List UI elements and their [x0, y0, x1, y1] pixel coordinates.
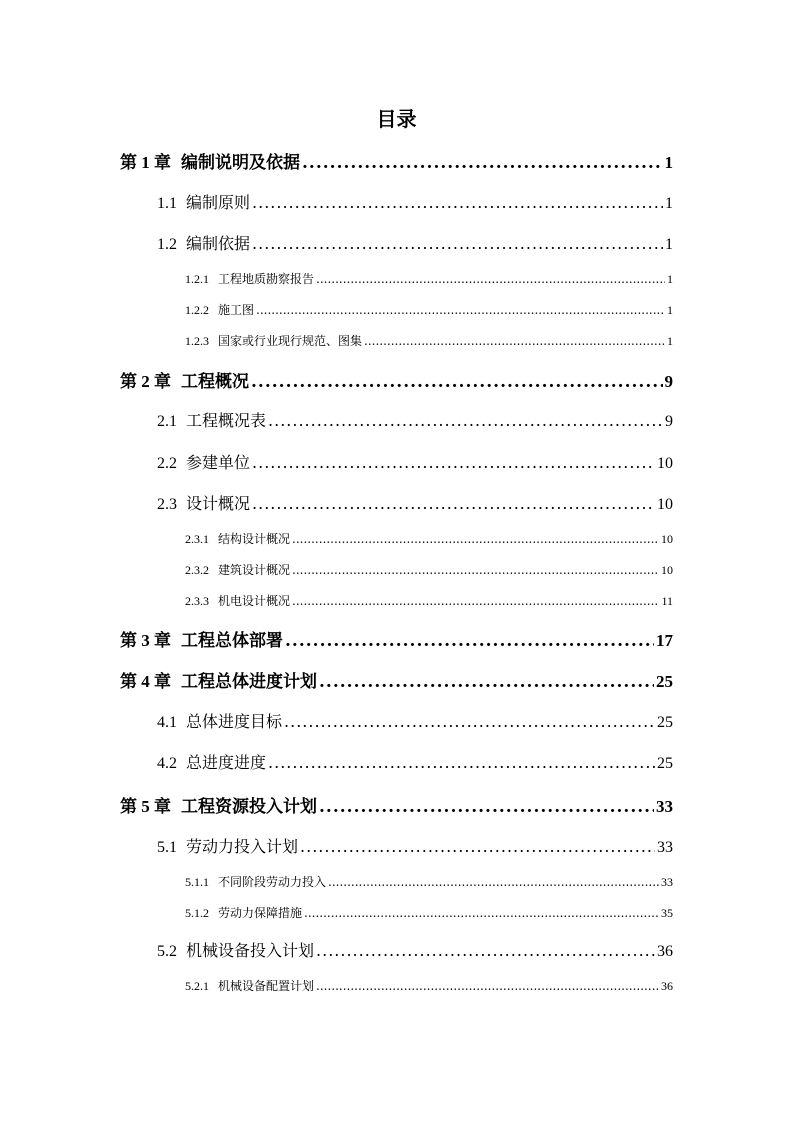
toc-entry-label: 机械设备投入计划 — [186, 941, 315, 960]
toc-entry-label: 工程总体进度计划 — [181, 672, 317, 692]
toc-entry-label: 参建单位 — [186, 453, 251, 472]
toc-entry-label: 不同阶段劳动力投入 — [218, 875, 327, 889]
toc-entry-page: 10 — [661, 563, 673, 577]
toc-entry-label: 劳动力保障措施 — [218, 906, 303, 920]
toc-entry-number: 1.1 — [157, 195, 177, 212]
toc-dot-leader — [252, 453, 655, 472]
toc-entry-page: 36 — [661, 979, 673, 993]
toc-dot-leader — [284, 712, 655, 731]
toc-entry-number: 5.2 — [157, 943, 177, 960]
toc-entry-label: 劳动力投入计划 — [186, 837, 299, 856]
toc-dot-leader — [319, 797, 654, 817]
toc-entry-label: 工程总体部署 — [181, 631, 283, 651]
toc-dot-leader — [292, 563, 659, 577]
toc-entry[interactable] — [185, 332, 673, 349]
toc-entry-number: 2.1 — [157, 413, 177, 430]
toc-entry[interactable] — [157, 938, 673, 961]
toc-entry[interactable] — [157, 450, 673, 473]
toc-entry-number: 5.1.2 — [185, 906, 209, 920]
toc-entry-page: 25 — [656, 672, 673, 691]
toc-entry-number: 2.2 — [157, 455, 177, 472]
toc-entry-label: 编制说明及依据 — [181, 153, 300, 173]
toc-entry-page: 17 — [656, 631, 673, 650]
toc-entry-label: 编制依据 — [186, 234, 251, 253]
toc-entry-page: 36 — [657, 943, 673, 960]
toc-entry-page: 33 — [657, 839, 673, 856]
toc-dot-leader — [268, 753, 655, 772]
toc-entry-number: 第 5 章 — [120, 797, 171, 816]
toc-entry-label: 工程地质勘察报告 — [218, 272, 315, 286]
toc-entry-page: 25 — [657, 755, 673, 772]
toc-dot-leader — [252, 193, 663, 212]
toc-entry-number: 第 2 章 — [120, 372, 171, 391]
toc-entry-label: 机械设备配置计划 — [218, 979, 315, 993]
toc-dot-leader — [364, 334, 665, 348]
toc-entry-page: 9 — [664, 372, 673, 391]
toc-entry[interactable] — [157, 709, 673, 732]
toc-entry-label: 总进度进度 — [186, 753, 267, 772]
toc-entry-number: 4.1 — [157, 714, 177, 731]
toc-dot-leader — [252, 494, 655, 513]
toc-entry[interactable] — [157, 190, 673, 213]
toc-dot-leader — [292, 532, 659, 546]
toc-entry[interactable] — [157, 750, 673, 773]
toc-entry-number: 2.3 — [157, 496, 177, 513]
toc-dot-leader — [304, 906, 659, 920]
toc-entry-number: 第 1 章 — [120, 153, 171, 172]
toc-entry-page: 1 — [667, 303, 673, 317]
toc-dot-leader — [292, 594, 659, 608]
toc-entry-number: 第 4 章 — [120, 672, 171, 691]
toc-entry-number: 1.2.1 — [185, 272, 209, 286]
toc-entry[interactable] — [185, 530, 673, 547]
toc-entry-page: 9 — [665, 413, 673, 430]
toc-dot-leader — [328, 875, 659, 889]
toc-entry-label: 建筑设计概况 — [218, 563, 291, 577]
toc-dot-leader — [300, 837, 655, 856]
toc-entry-label: 机电设计概况 — [218, 594, 291, 608]
toc-entry-page: 11 — [661, 594, 673, 608]
toc-entry[interactable] — [185, 977, 673, 994]
toc-dot-leader — [251, 372, 663, 392]
toc-entry-page: 1 — [664, 153, 673, 172]
toc-entry[interactable] — [185, 270, 673, 287]
toc-dot-leader — [285, 631, 654, 651]
toc-entry-label: 工程资源投入计划 — [181, 797, 317, 817]
toc-dot-leader — [316, 979, 659, 993]
toc-dot-leader — [302, 153, 663, 173]
toc-entry-label: 工程概况表 — [186, 411, 267, 430]
toc-entry[interactable] — [157, 834, 673, 857]
toc-entry[interactable] — [185, 873, 673, 890]
toc-entry[interactable] — [120, 367, 673, 392]
toc-entry-page: 35 — [661, 906, 673, 920]
toc-entry-label: 总体进度目标 — [186, 712, 283, 731]
toc-entry-number: 第 3 章 — [120, 631, 171, 650]
page-title: 目录 — [376, 107, 417, 131]
toc-entry[interactable] — [157, 491, 673, 514]
toc-entry-number: 4.2 — [157, 755, 177, 772]
toc-entry[interactable] — [185, 301, 673, 318]
toc-entry-number: 2.3.2 — [185, 563, 209, 577]
toc-dot-leader — [256, 303, 665, 317]
toc-entry-number: 5.2.1 — [185, 979, 209, 993]
toc-entry-label: 工程概况 — [181, 372, 249, 392]
toc-entry-number: 2.3.3 — [185, 594, 209, 608]
toc-entry-page: 1 — [667, 334, 673, 348]
toc-entry-number: 5.1.1 — [185, 875, 209, 889]
toc-dot-leader — [316, 272, 665, 286]
toc-entry[interactable] — [185, 904, 673, 921]
toc-entry[interactable] — [120, 148, 673, 173]
toc-entry-page: 25 — [657, 714, 673, 731]
toc-entry-page: 33 — [656, 797, 673, 816]
toc-entry-number: 1.2 — [157, 236, 177, 253]
toc-entry[interactable] — [120, 792, 673, 817]
toc-entry-page: 1 — [667, 272, 673, 286]
toc-entry[interactable] — [157, 408, 673, 431]
toc-entry-page: 10 — [657, 455, 673, 472]
toc-entry[interactable] — [185, 561, 673, 578]
toc-entry-page: 33 — [661, 875, 673, 889]
toc-entry-label: 编制原则 — [186, 193, 251, 212]
toc-entry-page: 1 — [665, 195, 673, 212]
toc-entry-label: 设计概况 — [186, 494, 251, 513]
toc-dot-leader — [319, 672, 654, 692]
toc-entry-label: 结构设计概况 — [218, 532, 291, 546]
toc-entry[interactable] — [157, 231, 673, 254]
toc-dot-leader — [316, 941, 655, 960]
toc-entry[interactable] — [120, 667, 673, 692]
toc-entry-number: 1.2.2 — [185, 303, 209, 317]
toc-dot-leader — [252, 234, 663, 253]
toc-entry-page: 1 — [665, 236, 673, 253]
toc-entry-page: 10 — [657, 496, 673, 513]
toc-entry-page: 10 — [661, 532, 673, 546]
toc-entry[interactable] — [120, 626, 673, 651]
toc-entry-label: 施工图 — [218, 303, 255, 317]
toc-entry-number: 5.1 — [157, 839, 177, 856]
toc-dot-leader — [268, 411, 663, 430]
toc-entry-label: 国家或行业现行规范、图集 — [218, 334, 363, 348]
toc-entry[interactable] — [185, 592, 673, 609]
toc-entry-number: 2.3.1 — [185, 532, 209, 546]
toc-entry-number: 1.2.3 — [185, 334, 209, 348]
